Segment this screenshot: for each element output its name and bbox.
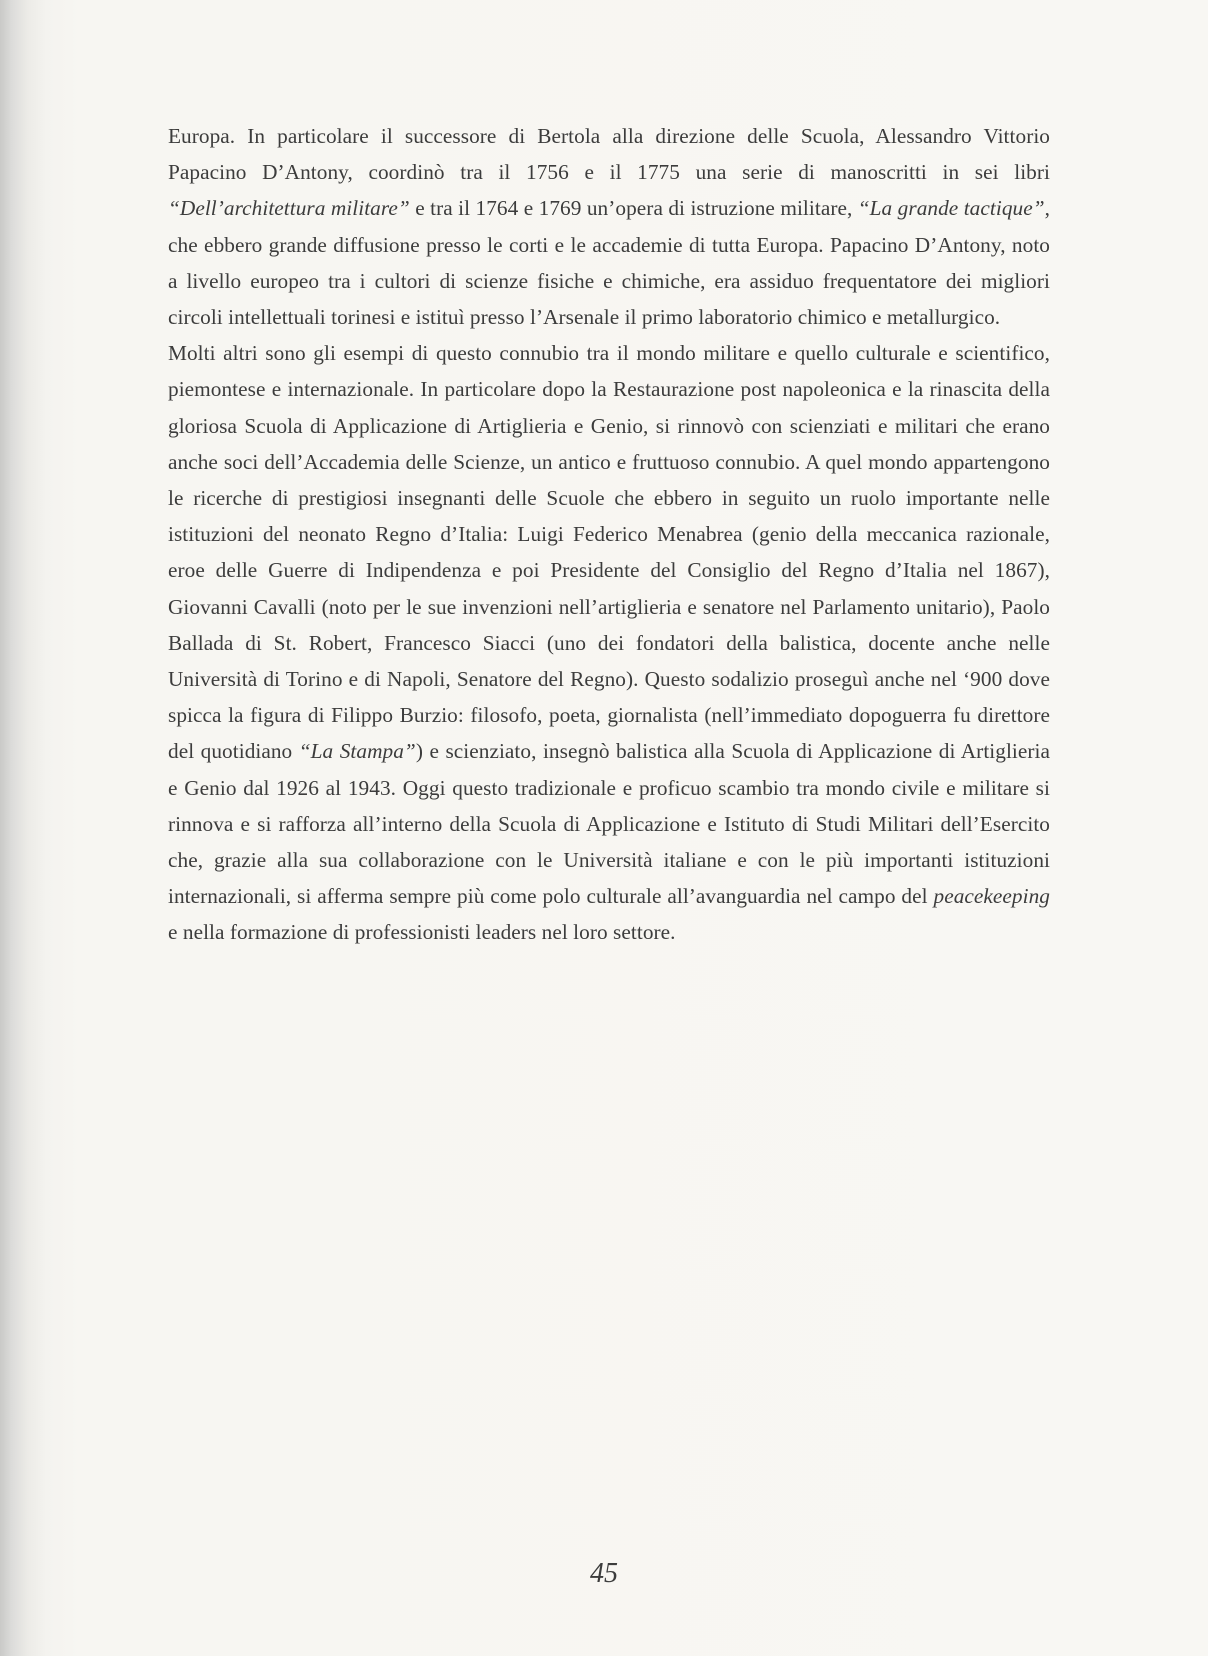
paragraph-2-text-3: e nella formazione di professionisti leaders nel loro settore. (168, 920, 676, 945)
term-peacekeeping: peacekeeping (933, 884, 1050, 909)
paragraph-1-text-3: , che ebbero grande diffusione presso le corti e le accademie di tutta Europa. Papacino D’Antony, noto a livello europeo tra i cultori di scienze fisiche e chimiche, era assiduo frequentatore dei migliori circoli intellettuali torinesi e istituì presso l’Arsenale il primo laboratorio chimico e metallurgico. (168, 196, 1050, 330)
page-number: 45 (590, 1558, 618, 1589)
paragraph-2 (168, 335, 1050, 950)
paragraph-1 (168, 118, 1050, 335)
book-title-grande-tactique: “La grande tactique” (857, 196, 1045, 221)
newspaper-title-la-stampa: “La Stampa” (298, 739, 416, 764)
paragraph-2-text-1: Molti altri sono gli esempi di questo connubio tra il mondo militare e quello culturale e scientifico, piemontese e internazionale. In particolare dopo la Restaurazione post napoleonica e la rinascita della gloriosa Scuola di Applicazione di Artiglieria e Genio, si rinnovò con scienziati e militari che erano anche soci dell’Accademia delle Scienze, un antico e fruttuoso connubio. A quel mondo appartengono le ricerche di prestigiosi insegnanti delle Scuole che ebbero in seguito un ruolo importante nelle istituzioni del neonato Regno d’Italia: Luigi Federico Menabrea (genio della meccanica razionale, eroe delle Guerre di Indipendenza e poi Presidente del Consiglio del Regno d’Italia nel 1867), Giovanni Cavalli (noto per le sue invenzioni nell’artiglieria e senatore nel Parlamento unitario), Paolo Ballada di St. Robert, Francesco Siacci (uno dei fondatori della balistica, docente anche nelle Università di Torino e di Napoli, Senatore del Regno). Questo sodalizio proseguì anche nel ‘900 dove spicca la figura di Filippo Burzio: filosofo, poeta, giornalista (nell’immediato dopoguerra fu direttore del quotidiano (168, 341, 1050, 764)
paragraph-1-text-2: e tra il 1764 e 1769 un’opera di istruzione militare, (409, 196, 858, 221)
body-text (168, 118, 1050, 951)
book-title-architettura-militare: “Dell’architettura militare” (168, 196, 410, 221)
paragraph-1-text-1: Europa. In particolare il successore di Bertola alla direzione delle Scuola, Alessandro Vittorio Papacino D’Antony, coordinò tra il 1756 e il 1775 una serie di manoscritti in sei libri (168, 124, 1050, 185)
paragraph-2-text-2: ) e scienziato, insegnò balistica alla Scuola di Applicazione di Artiglieria e Genio dal 1926 al 1943. Oggi questo tradizionale e proficuo scambio tra mondo civile e militare si rinnova e si rafforza all’interno della Scuola di Applicazione e Istituto di Studi Militari dell’Esercito che, grazie alla sua collaborazione con le Università italiane e con le più importanti istituzioni internazionali, si afferma sempre più come polo culturale all’avanguardia nel campo del (168, 739, 1050, 909)
